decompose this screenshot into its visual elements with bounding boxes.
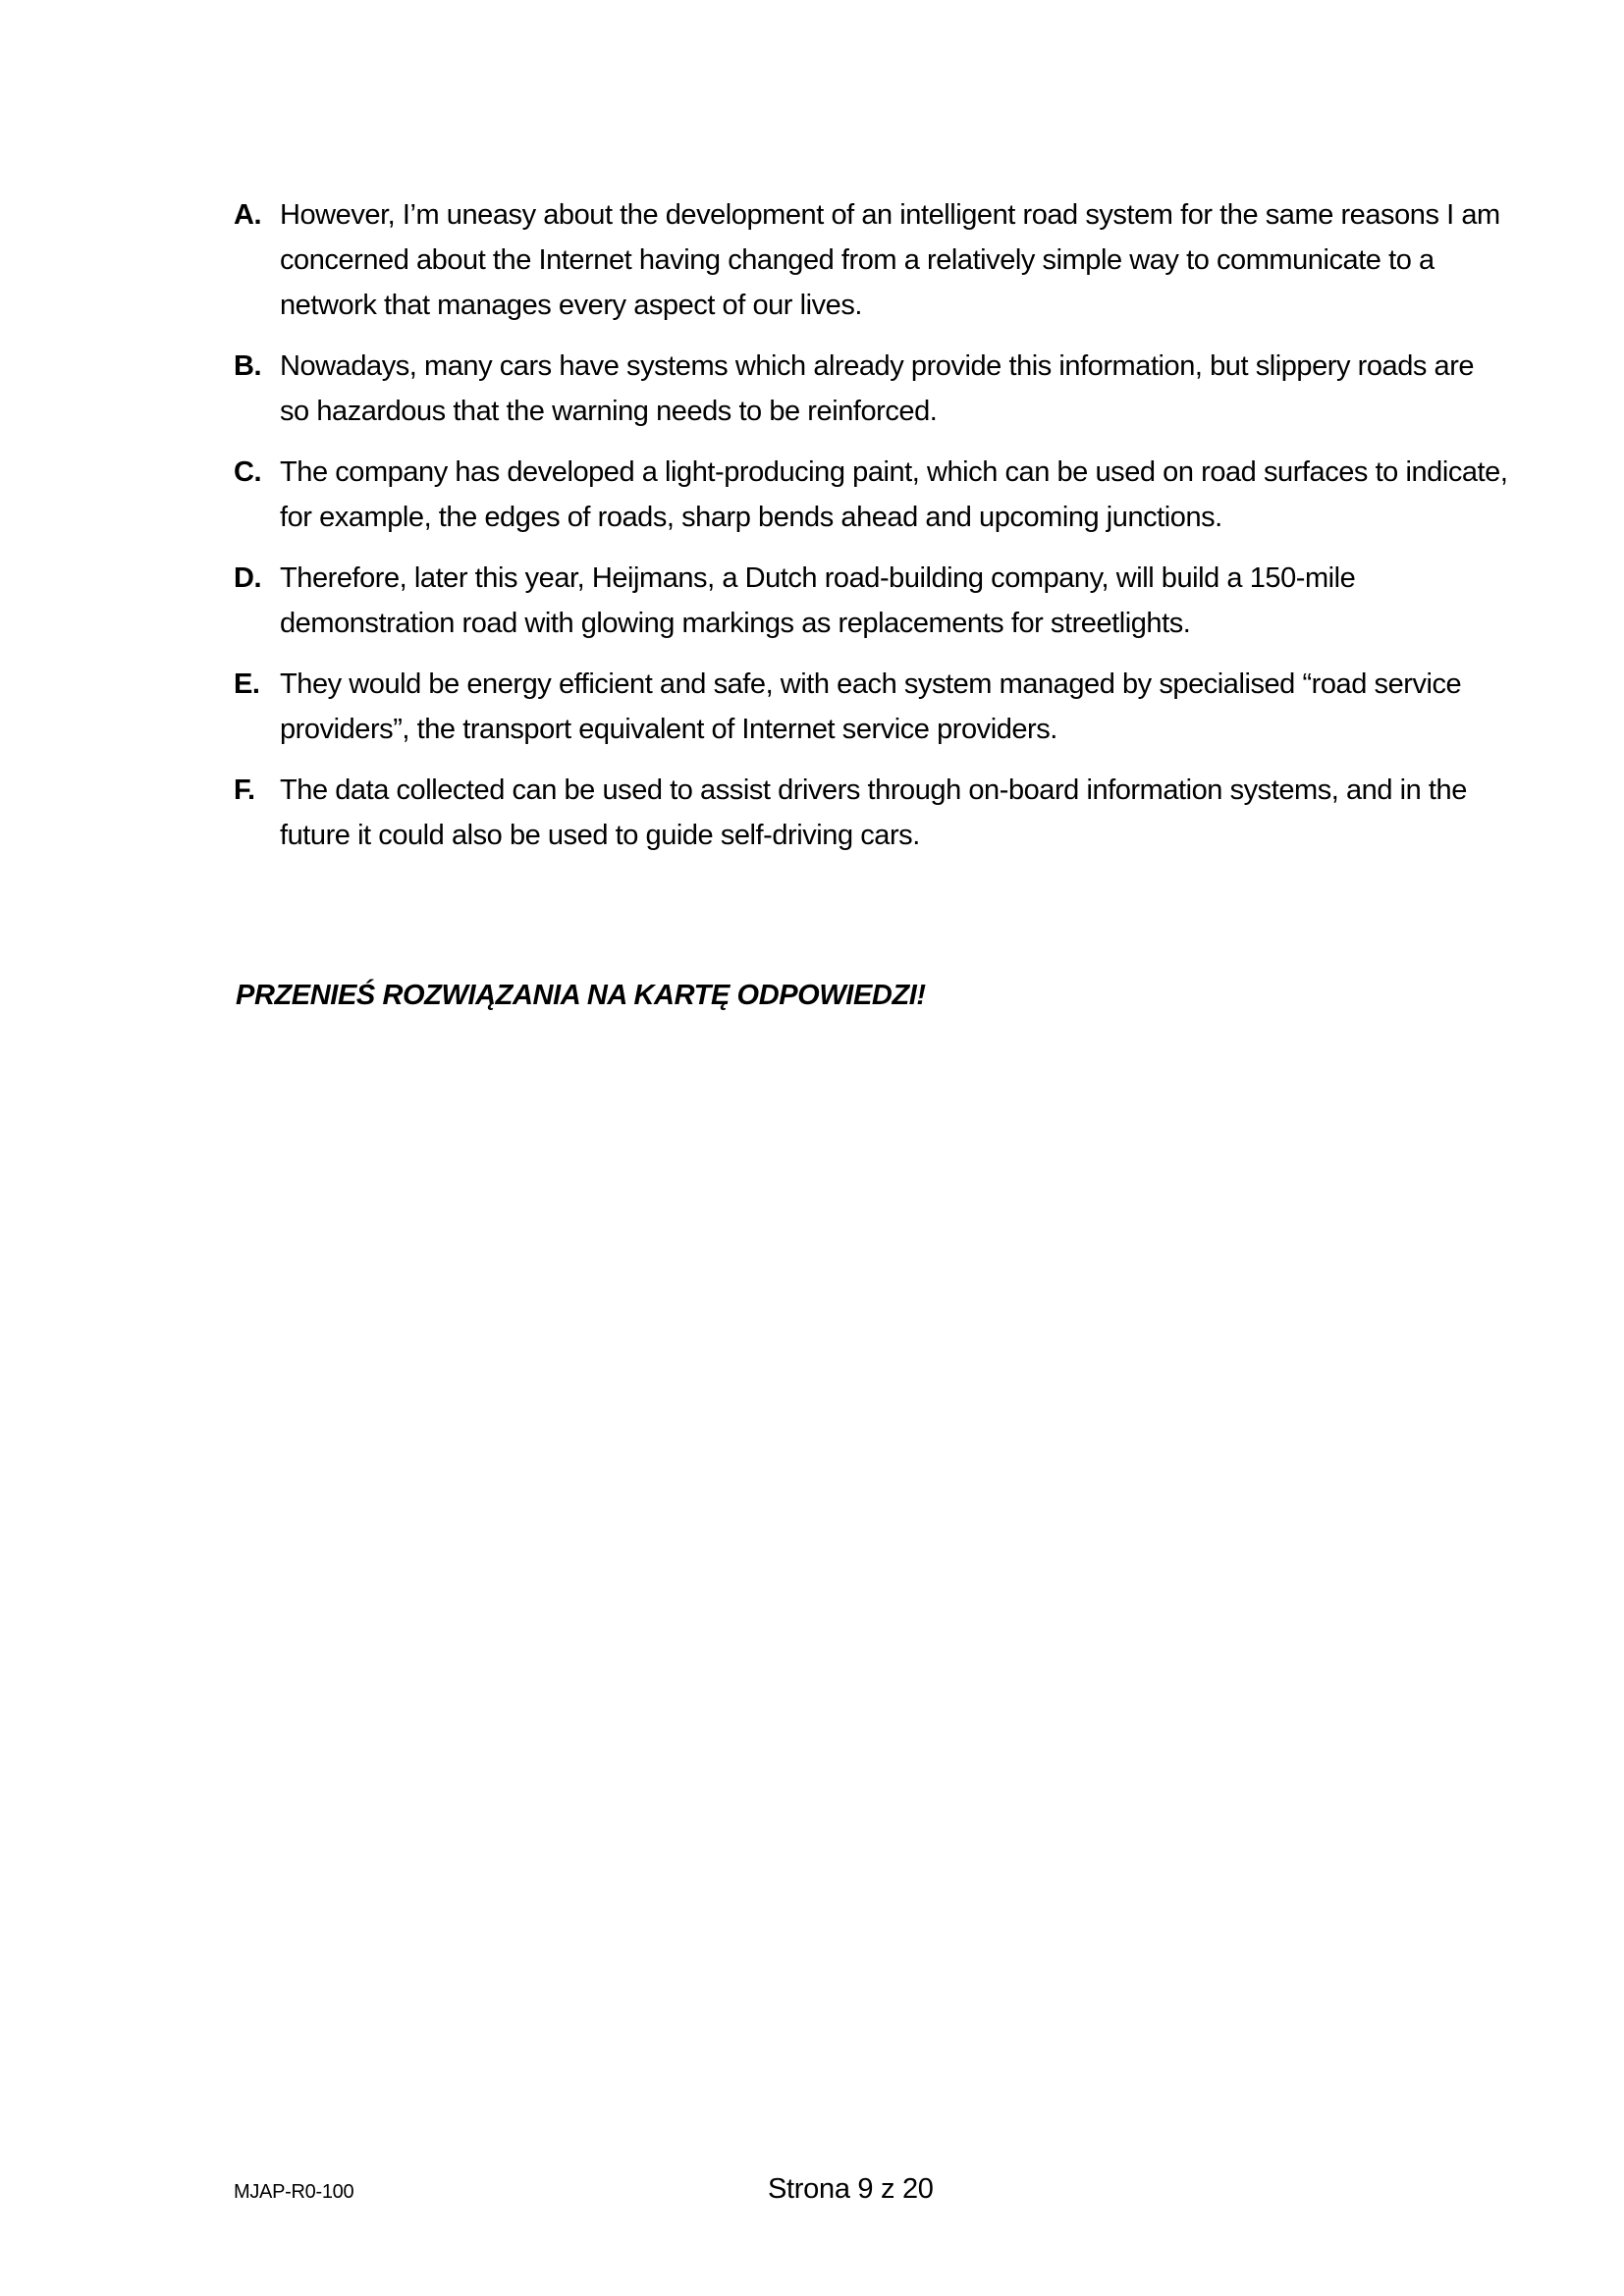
exam-code: MJAP-R0-100 xyxy=(234,2181,354,2203)
option-text: Nowadays, many cars have systems which already provide this information, but slippery roads are so hazardous that the warning needs to be reinforced. xyxy=(280,350,1475,427)
option-b xyxy=(234,344,1510,434)
option-text: They would be energy efficient and safe, with each system managed by specialised “road service providers”, the transport equivalent of Internet service providers. xyxy=(280,668,1462,745)
option-letter: E. xyxy=(234,668,260,700)
option-letter: F. xyxy=(234,774,255,806)
option-letter: B. xyxy=(234,350,262,382)
option-text: The company has developed a light-producing paint, which can be used on road surfaces to indicate, for example, the edges of roads, sharp bends ahead and upcoming junctions. xyxy=(280,456,1508,533)
page-number: Strona 9 z 20 xyxy=(768,2173,934,2205)
option-e xyxy=(234,662,1510,752)
option-d xyxy=(234,556,1510,646)
option-text: However, I’m uneasy about the development of an intelligent road system for the same reasons I am concerned about the Internet having changed from a relatively simple way to communicate to a network that manages every aspect of our lives. xyxy=(280,199,1500,321)
option-letter: A. xyxy=(234,199,262,231)
option-letter: C. xyxy=(234,456,262,488)
answer-options-list xyxy=(234,192,1510,874)
option-text: Therefore, later this year, Heijmans, a Dutch road-building company, will build a 150-mile demonstration road with glowing markings as replacements for streetlights. xyxy=(280,562,1356,639)
option-f xyxy=(234,768,1510,858)
transfer-answers-instruction: PRZENIEŚ ROZWIĄZANIA NA KARTĘ ODPOWIEDZI! xyxy=(236,980,926,1011)
option-text: The data collected can be used to assist drivers through on-board information systems, and in the future it could also be used to guide self-driving cars. xyxy=(280,774,1467,851)
option-letter: D. xyxy=(234,562,262,594)
option-c xyxy=(234,450,1510,540)
option-a xyxy=(234,192,1510,328)
